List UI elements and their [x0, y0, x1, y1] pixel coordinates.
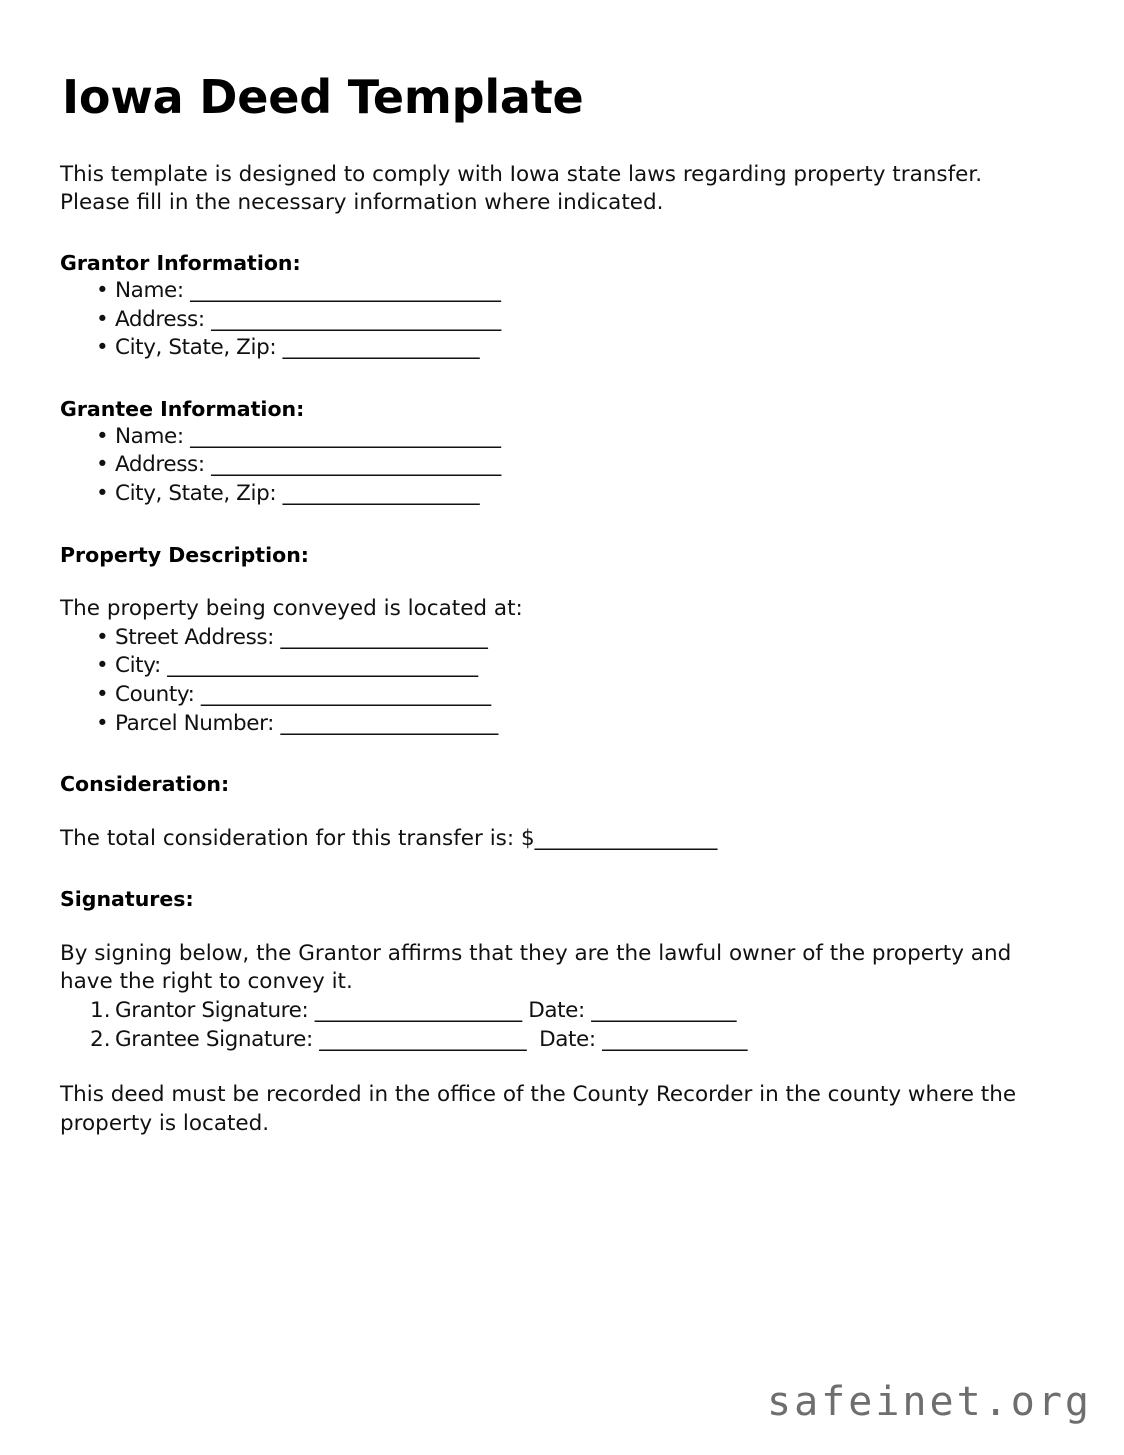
list-item [60, 423, 1064, 452]
list-item [60, 451, 1064, 480]
grantee-fields-list [60, 423, 1064, 509]
page-title: Iowa Deed Template [62, 70, 584, 124]
list-item [60, 681, 1064, 710]
list-item [60, 480, 1064, 509]
site-watermark: safeinet.org [767, 1379, 1092, 1425]
property-street-address-field: Street Address: ____________________ [115, 624, 488, 650]
grantor-city-state-zip-field: City, State, Zip: ___________________ [115, 335, 480, 361]
grantor-information-heading: Grantor Information: [60, 251, 301, 276]
grantee-city-state-zip-field: City, State, Zip: ___________________ [115, 480, 480, 506]
list-item [60, 306, 1064, 335]
list-item [60, 997, 1064, 1026]
property-lead-paragraph: The property being conveyed is located at: [60, 596, 523, 622]
property-description-heading: Property Description: [60, 542, 309, 567]
property-county-field: County: ____________________________ [115, 682, 491, 708]
list-item [60, 710, 1064, 739]
grantee-signature-field: Grantee Signature: ____________________ Date: ______________ [115, 1026, 748, 1052]
grantor-fields-list [60, 277, 1064, 363]
list-item [60, 334, 1064, 363]
signature-fields-list [60, 997, 1064, 1054]
list-item [60, 624, 1064, 653]
list-item [60, 277, 1064, 306]
property-parcel-number-field: Parcel Number: _____________________ [115, 710, 498, 736]
list-item [60, 652, 1064, 681]
grantor-name-field: Name: ______________________________ [115, 277, 501, 303]
grantor-address-field: Address: ____________________________ [115, 306, 501, 332]
consideration-amount-field: The total consideration for this transfer is: $_________________ [60, 826, 718, 852]
recording-notice-paragraph: This deed must be recorded in the office of the County Recorder in the county where the property is located. [60, 1082, 1017, 1136]
grantee-name-field: Name: ______________________________ [115, 423, 501, 449]
grantee-information-heading: Grantee Information: [60, 396, 305, 421]
property-city-field: City: ______________________________ [115, 653, 478, 679]
grantor-signature-field: Grantor Signature: ____________________ Date: ______________ [115, 997, 737, 1023]
property-fields-list [60, 624, 1064, 739]
consideration-heading: Consideration: [60, 772, 230, 797]
signature-affirmation-paragraph: By signing below, the Grantor affirms that they are the lawful owner of the property and have the right to convey it. [60, 941, 1012, 995]
grantee-address-field: Address: ____________________________ [115, 452, 501, 478]
intro-paragraph: This template is designed to comply with Iowa state laws regarding property transfer. Please fill in the necessary information where indicated. [60, 161, 983, 215]
list-item [60, 1026, 1064, 1055]
signatures-heading: Signatures: [60, 887, 194, 912]
